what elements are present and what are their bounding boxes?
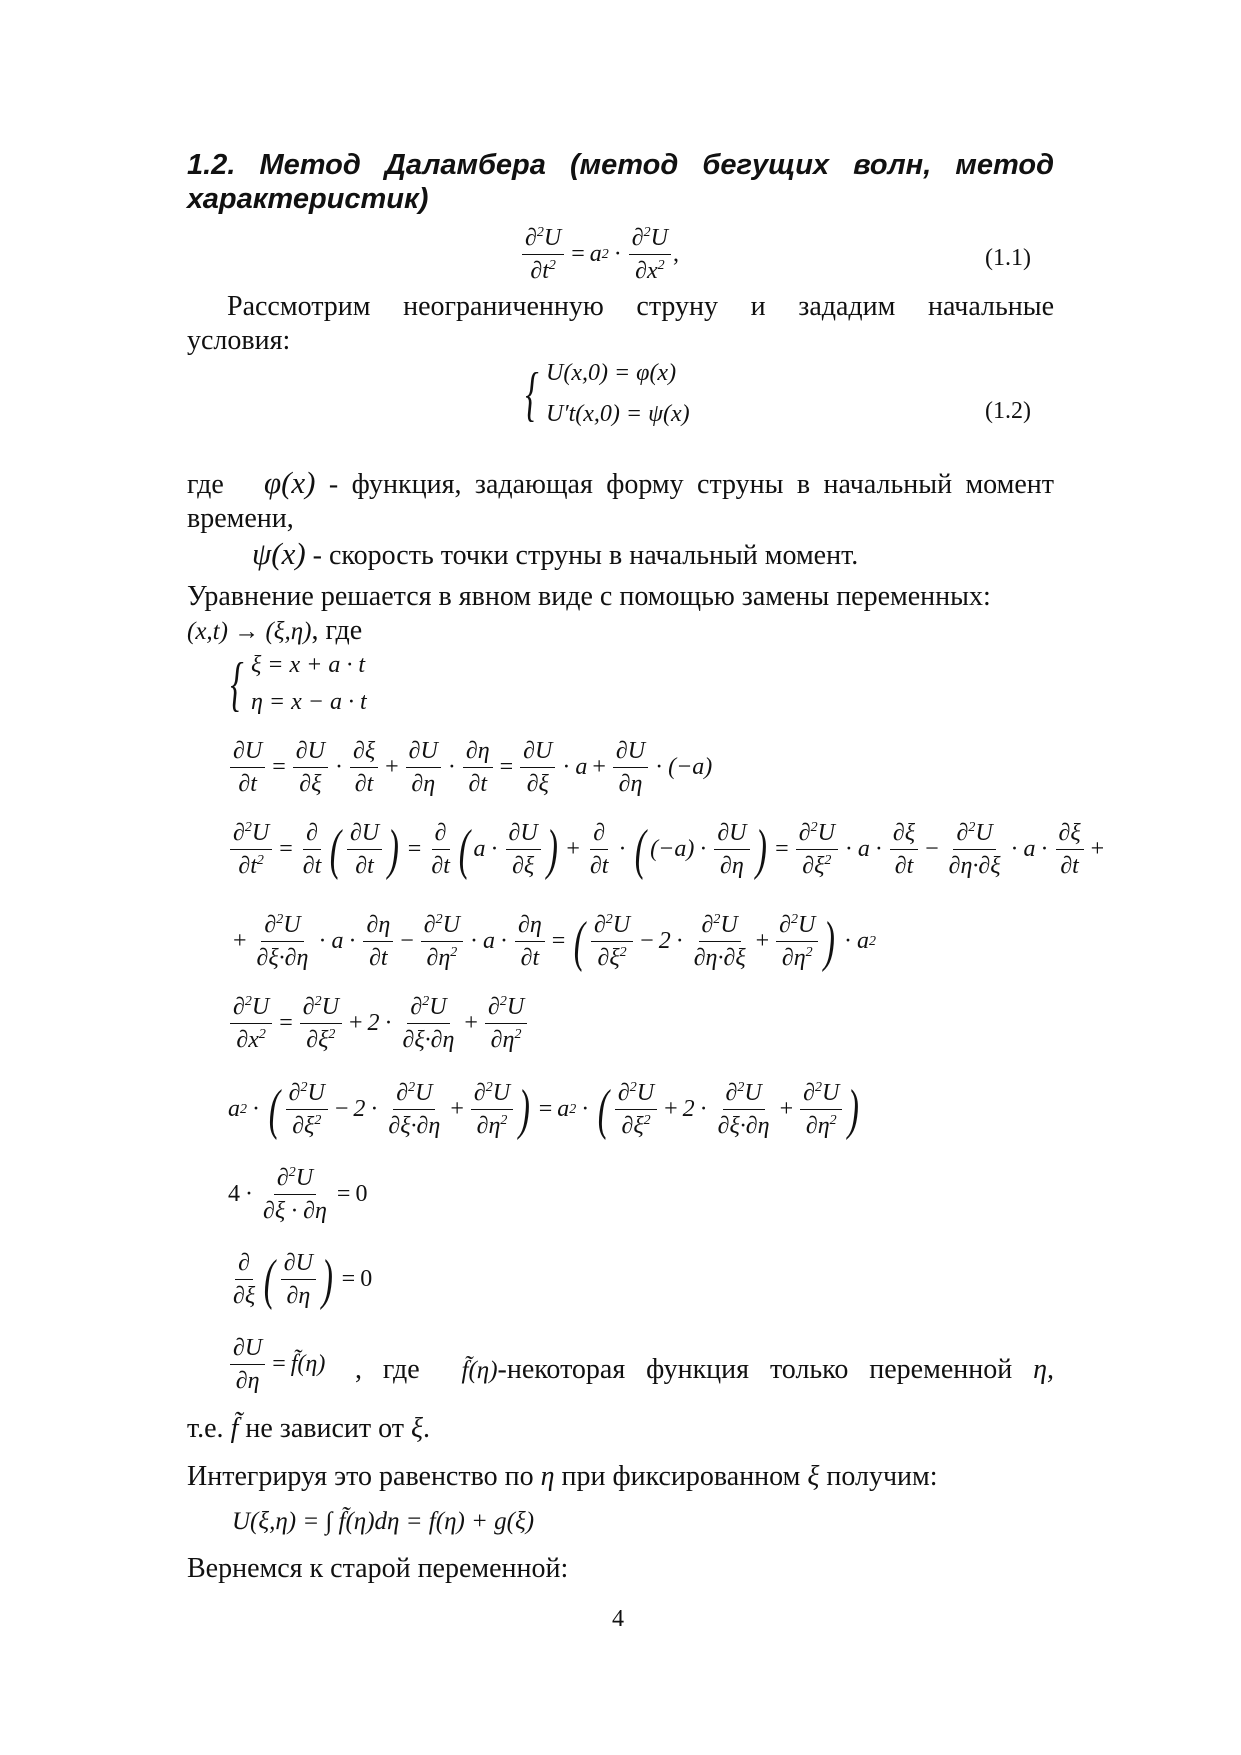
first-integral-description: , где f̃(η)-некоторая функция только переменной η, (355, 1354, 1055, 1385)
subst-line1: ξ = x + a · t (251, 652, 365, 678)
equation-1-1-label: (1.1) (985, 245, 1031, 271)
psi-symbol: ψ(x) (252, 536, 306, 571)
psi-definition: ψ(x) - скорость точки струны в начальный момент. (252, 536, 859, 571)
subst-line2: η = x − a · t (251, 689, 367, 715)
equation-mixed-zero: 4 · $\frac{\partial^2U}{\partial\xi \cdot \partial\eta}$ = 0 (228, 1165, 368, 1224)
equation-first-integral: $\frac{\partial U}{\partial\eta}$ = f̃(η) (228, 1333, 325, 1396)
equation-first-derivative: $\frac{\partial U}{\partial t}$ = $\frac{\partial U}{\partial\xi}$ · $\frac{\partial\xi}{\partial t}$ + $\frac{\partial U}{\partial\eta}$ · $\frac{\partial\eta}{\partial t}$ = $\frac{\partial U}{\partial\xi}$ · a + $\frac{\partial U}{\partial\eta}$ · (−a) (228, 736, 712, 799)
phi-line1: где φ(x) - функция, задающая форму струны в начальный момент (187, 465, 1054, 500)
section-heading-line2: характеристик) (187, 183, 429, 215)
equation-general-solution: U(ξ,η) = ∫ f̃(η)dη = f(η) + g(ξ) (232, 1508, 535, 1535)
phi-line2: времени, (187, 503, 294, 534)
equation-1-2-label: (1.2) (985, 398, 1031, 424)
equation-1-2: { U(x,0) = φ(x) U′t(x,0) = ψ(x) (525, 360, 690, 427)
equation-second-derivative-x: $\frac{\partial^2U}{\partial x^2}$ = $\frac{\partial^2U}{\partial\xi^2}$ + 2 · $\frac{\partial^2U}{\partial\xi\cdot\partial\eta}$ + $\frac{\partial^2U}{\partial\eta^2}$ (228, 992, 529, 1055)
page-number: 4 (612, 1606, 624, 1632)
equation-nested-zero: $\frac{\partial}{\partial\xi}$ ( $\frac{\partial U}{\partial\eta}$ ) = 0 (233, 1248, 373, 1311)
return-sentence: Вернемся к старой переменной: (187, 1553, 569, 1584)
p1-line2: условия: (187, 325, 291, 356)
p2-line1: Уравнение решается в явном виде с помощью замены переменных: (187, 581, 991, 612)
p1-line1: Рассмотрим неограниченную струну и зададим начальные (227, 291, 1054, 322)
integration-sentence: Интегрируя это равенство по η при фиксированном ξ получим: (187, 1461, 938, 1492)
substitution-system: { ξ = x + a · t η = x − a · t (230, 651, 367, 717)
section-heading (187, 148, 1054, 216)
equation-continuation: + $\frac{\partial^2U}{\partial\xi\cdot\partial\eta}$ · a · $\frac{\partial\eta}{\partial t}$ − $\frac{\partial^2U}{\partial\eta^2}$ · a · $\frac{\partial\eta}{\partial t}$ = ( $\frac{\partial^2U}{\partial\xi^2}$ − 2 · $\frac{\partial^2U}{\partial\eta\cdot\partial\xi}$ + $\frac{\partial^2U}{\partial\eta^2}$ ) · a 2 (233, 910, 876, 973)
equation-wave-substituted: a 2 · ( $\frac{\partial^2U}{\partial\xi^2}$ − 2 · $\frac{\partial^2U}{\partial\xi\cdot\partial\eta}$ + $\frac{\partial^2U}{\partial\eta^2}$ ) = a 2 · ( $\frac{\partial^2U}{\partial\xi^2}$ + 2 · $\frac{\partial^2U}{\partial\xi\cdot\partial\eta}$ + $\frac{\partial^2U}{\partial\eta^2}$ ) (228, 1078, 860, 1141)
phi-definition (187, 466, 1054, 536)
phi-symbol: φ(x) (263, 465, 316, 500)
paragraph-initial-conditions (187, 290, 1054, 358)
section-heading-line1: 1.2. Метод Даламбера (метод бегущих волн, метод (187, 149, 1054, 181)
equation-1-1: $\frac{\partial^2U}{\partial t^2}$ = a 2 · $\frac{\partial^2U}{\partial x^2}$ , (520, 223, 679, 286)
equation-second-derivative-t: $\frac{\partial^2U}{\partial t^2}$ = $\frac{\partial}{\partial t}$ ( $\frac{\partial U}{\partial t}$ ) = $\frac{\partial}{\partial t}$ ( a · $\frac{\partial U}{\partial\xi}$ ) + $\frac{\partial}{\partial t}$ · ( (−a) · $\frac{\partial U}{\partial\eta}$ ) = $\frac{\partial^2U}{\partial\xi^2}$ · a · $\frac{\partial\xi}{\partial t}$ − $\frac{\partial^2U}{\partial\eta\cdot\partial\xi}$ · a · $\frac{\partial\xi}{\partial t}$ + (228, 818, 1109, 881)
independence-note: т.е. f̃ не зависит от ξ. (187, 1413, 430, 1444)
paragraph-substitution: Уравнение решается в явном виде с помощью замены переменных: (x,t) → (ξ,η), где (187, 581, 991, 646)
eq-1-2-line2: U′t(x,0) = ψ(x) (546, 401, 690, 427)
eq-1-2-line1: U(x,0) = φ(x) (546, 360, 677, 386)
